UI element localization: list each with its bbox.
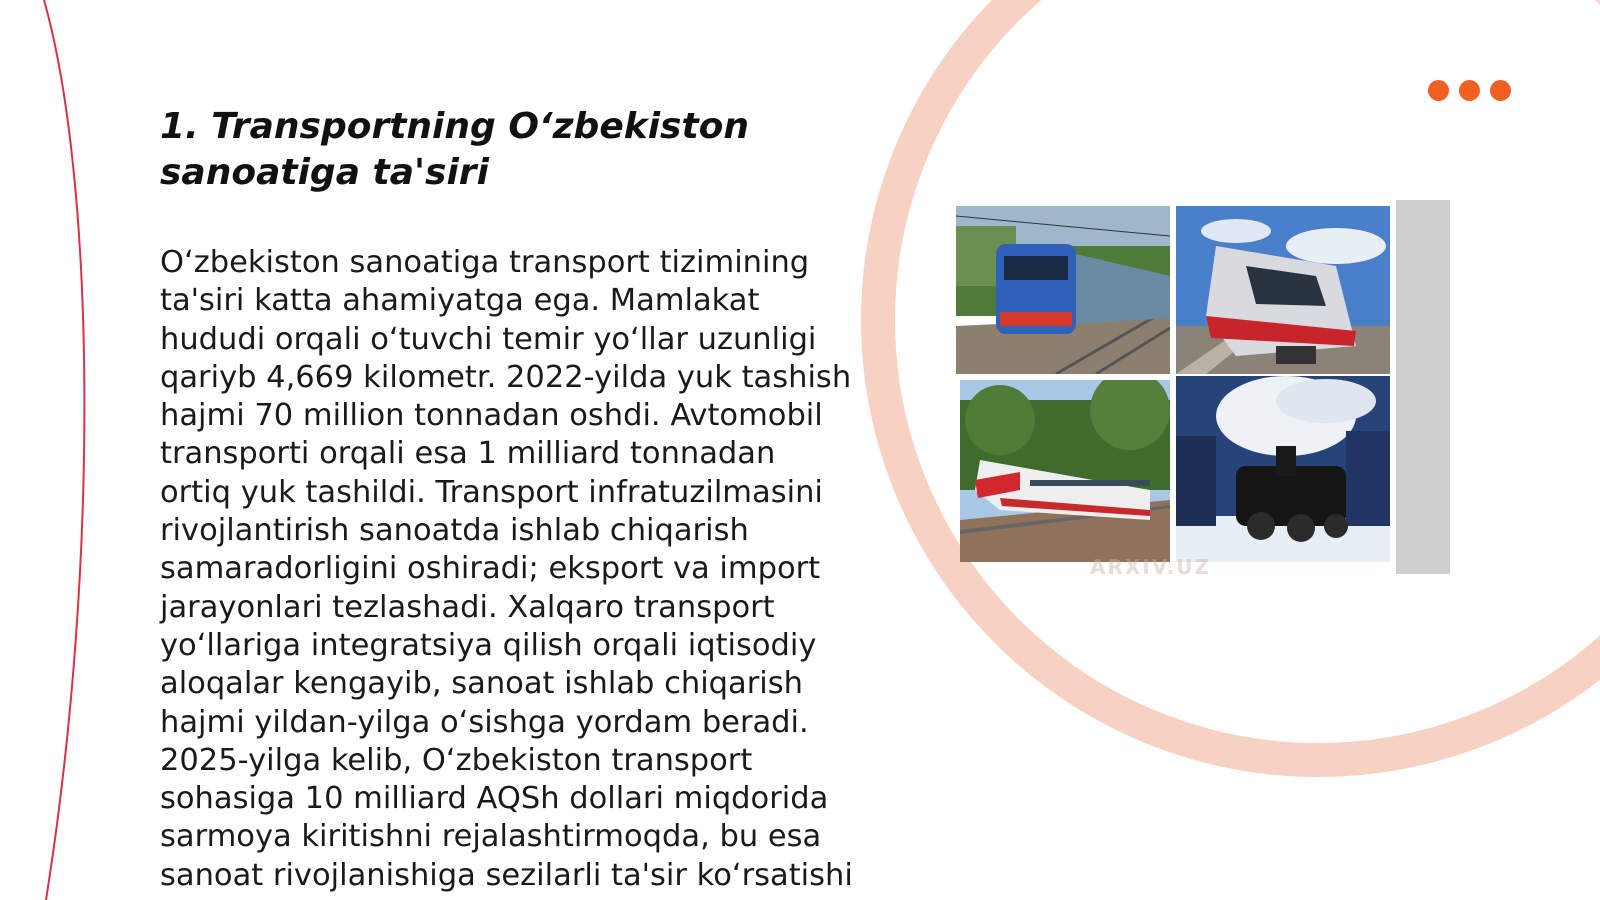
body-line: 2025-yilga kelib, O‘zbekiston transport [160, 742, 753, 778]
body-line: rivojlantirish sanoatda ishlab chiqarish [160, 513, 749, 549]
dot-icon [1459, 80, 1480, 101]
slide-title [160, 104, 860, 196]
title-line: 1. Transportning O‘zbekiston [160, 106, 750, 147]
dot-icon [1428, 80, 1449, 101]
body-line: hajmi 70 million tonnadan oshdi. Avtomobil [160, 398, 823, 434]
electric-train-photo [956, 206, 1170, 374]
menu-dots-icon [1428, 80, 1511, 101]
body-line: jarayonlari tezlashadi. Xalqaro transport [160, 589, 775, 625]
high-speed-train-photo [960, 380, 1170, 562]
body-line: samaradorligini oshiradi; eksport va import [160, 551, 821, 587]
train-collage [956, 200, 1450, 578]
dot-icon [1490, 80, 1511, 101]
body-line: hajmi yildan-yilga o‘sishga yordam beradi. [160, 704, 809, 740]
body-line: sohasiga 10 milliard AQSh dollari miqdorida [160, 781, 829, 817]
body-line: hududi orqali o‘tuvchi temir yo‘llar uzunligi [160, 321, 817, 357]
body-line: transporti orqali esa 1 milliard tonnadan [160, 436, 776, 472]
body-line: sanoat rivojlanishiga sezilarli ta'sir ko‘rsatishi [160, 857, 853, 893]
steam-locomotive-photo [1176, 376, 1390, 562]
left-curve-line [44, 0, 84, 900]
body-line: sarmoya kiritishni rejalashtirmoqda, bu esa [160, 819, 822, 855]
body-line: aloqalar kengayib, sanoat ishlab chiqarish [160, 666, 803, 702]
body-paragraph [160, 244, 853, 895]
body-line: ta'siri katta ahamiyatga ega. Mamlakat [160, 283, 760, 319]
title-line: sanoatiga ta'siri [160, 152, 489, 193]
body-line: O‘zbekiston sanoatiga transport tizimining [160, 245, 810, 280]
body-line: qariyb 4,669 kilometr. 2022-yilda yuk tashish [160, 359, 852, 395]
body-line: yo‘llariga integratsiya qilish orqali iqtisodiy [160, 627, 817, 663]
locomotive-photo [1176, 206, 1390, 374]
body-line: ortiq yuk tashildi. Transport infratuzilmasini [160, 474, 823, 510]
watermark-text: ARXIV.UZ [1090, 555, 1211, 579]
